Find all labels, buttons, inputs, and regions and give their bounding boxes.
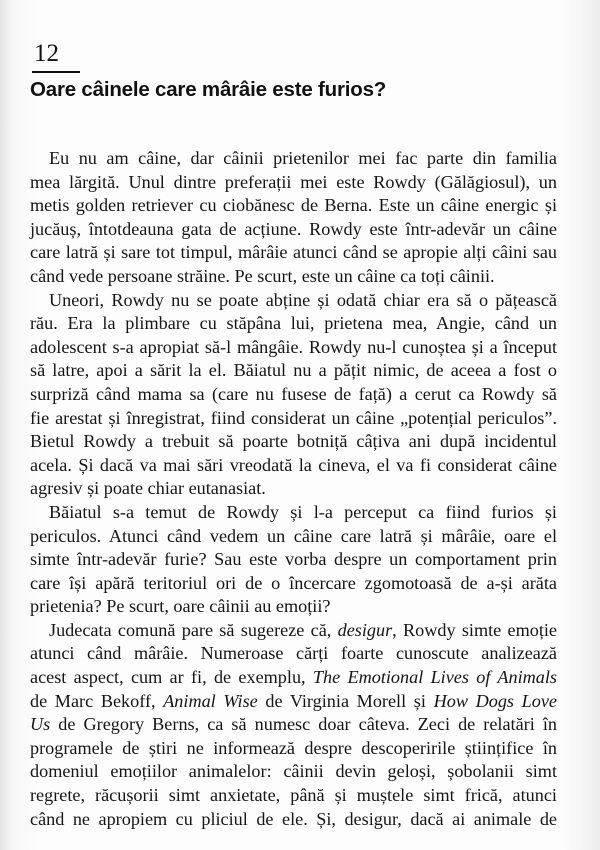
text-span: periculos. Atunci când vedem un câine care latră și mârâie, oare el bbox=[30, 525, 557, 546]
text-line bbox=[30, 336, 557, 360]
text-line bbox=[30, 359, 557, 383]
text-span: rău. Era la plimbare cu stăpâna lui, prietena mea, Angie, când un bbox=[30, 313, 557, 334]
text-line bbox=[49, 147, 557, 171]
text-line bbox=[30, 454, 557, 478]
text-line bbox=[30, 572, 557, 596]
text-span: de Gregory Berns, ca să numesc doar câteva. Zeci de relatări în bbox=[50, 714, 557, 735]
text-line bbox=[30, 171, 557, 195]
italic-title-span: The Emotional Lives of Animals bbox=[312, 667, 558, 688]
text-span: de Marc Bekoff, bbox=[30, 690, 164, 711]
text-span: domeniul emoțiilor animalelor: câinii devin geloși, șobolanii simt bbox=[30, 761, 557, 782]
text-line bbox=[30, 666, 557, 690]
text-line bbox=[49, 501, 557, 525]
italic-title-span: How Dogs Love bbox=[433, 690, 557, 711]
text-span: care își apără teritoriul ori de o încercare zgomotoasă de a-și arăta bbox=[30, 572, 557, 593]
text-line bbox=[30, 595, 557, 619]
text-span: Eu nu am câine, dar câinii prietenilor mei fac parte din familia bbox=[49, 148, 557, 168]
text-line bbox=[30, 808, 557, 832]
text-line bbox=[30, 218, 557, 242]
text-span: acest aspect, cum ar fi, de exemplu, bbox=[30, 667, 313, 688]
text-line bbox=[30, 194, 557, 218]
text-span: mea lărgită. Unul dintre preferații mei este Rowdy (Gălăgiosul), un bbox=[30, 171, 557, 192]
italic-title-span: desigur bbox=[337, 619, 393, 640]
chapter-title: Oare câinele care mârâie este furios? bbox=[30, 78, 387, 101]
italic-title-span: Animal Wise bbox=[163, 690, 258, 711]
text-span: metis golden retriever cu ciobănesc de Berna. Este un câine energic și bbox=[30, 195, 557, 216]
text-line bbox=[30, 760, 557, 784]
body-text bbox=[0, 147, 600, 831]
text-span: Băiatul s-a temut de Rowdy și l-a perceput ca fiind furios și bbox=[49, 501, 557, 522]
text-span: adolescent s-a apropiat să-l mângâie. Rowdy nu-l cunoștea și a început bbox=[30, 336, 557, 357]
text-line bbox=[30, 312, 557, 336]
text-span: Judecata comună pare să sugereze că, bbox=[49, 619, 338, 640]
text-line bbox=[49, 289, 557, 313]
italic-title-span: Us bbox=[30, 714, 51, 735]
text-line bbox=[30, 383, 557, 407]
text-span: Bietul Rowdy a trebuit să poarte botniță câțiva ani după incidentul bbox=[30, 431, 557, 452]
text-span: de Virginia Morell și bbox=[257, 690, 434, 711]
text-span: când ne apropiem cu pliciul de ele. Și, desigur, dacă ai animale de bbox=[30, 808, 557, 829]
text-span: regrete, răcușorii simt anxietate, până și muștele simt frică, atunci bbox=[30, 785, 557, 806]
page-number-rule bbox=[32, 71, 80, 73]
text-span: simte într-adevăr furie? Sau este vorba despre un comportament prin bbox=[30, 549, 557, 570]
text-line bbox=[30, 737, 557, 761]
text-line bbox=[30, 713, 557, 737]
text-line bbox=[30, 690, 557, 714]
page-number: 12 bbox=[34, 40, 59, 67]
text-line bbox=[49, 619, 557, 643]
text-span: fie arestat și înregistrat, fiind considerat un câine „potențial periculos”. bbox=[30, 407, 557, 428]
text-span: jucăuș, întotdeauna gata de acțiune. Rowdy este într-adevăr un câine bbox=[30, 218, 557, 239]
text-span: prietenia? Pe scurt, oare câinii au emoții? bbox=[30, 596, 331, 617]
text-line bbox=[30, 548, 557, 572]
text-span: programele de știri ne informează despre descoperirile științifice în bbox=[30, 737, 557, 758]
text-line bbox=[30, 407, 557, 431]
text-span: care latră și sare tot timpul, mârâie atunci când se apropie alți câini sau bbox=[30, 242, 557, 263]
text-line bbox=[30, 430, 557, 454]
text-span: atunci când mârâie. Numeroase cărți foarte cunoscute analizează bbox=[30, 643, 557, 664]
text-line bbox=[30, 525, 557, 549]
text-line bbox=[30, 477, 557, 501]
text-span: acela. Și dacă va mai sări vreodată la cineva, el va fi considerat câine bbox=[30, 454, 557, 475]
text-span: să latre, apoi a sărit la el. Băiatul nu a pățit nimic, de aceea a fost o bbox=[30, 360, 557, 381]
text-line bbox=[30, 784, 557, 808]
text-span: , Rowdy simte emoție bbox=[392, 619, 557, 640]
text-line bbox=[30, 642, 557, 666]
text-span: agresiv și poate chiar eutanasiat. bbox=[30, 478, 266, 499]
text-span: Uneori, Rowdy nu se poate abține și odată chiar era să o pățească bbox=[49, 289, 557, 310]
text-span: surpriză când mama sa (care nu fusese de față) a cerut ca Rowdy să bbox=[30, 383, 557, 404]
text-line bbox=[30, 265, 557, 289]
text-line bbox=[30, 241, 557, 265]
text-span: când vede persoane străine. Pe scurt, este un câine ca toți câinii. bbox=[30, 265, 495, 286]
